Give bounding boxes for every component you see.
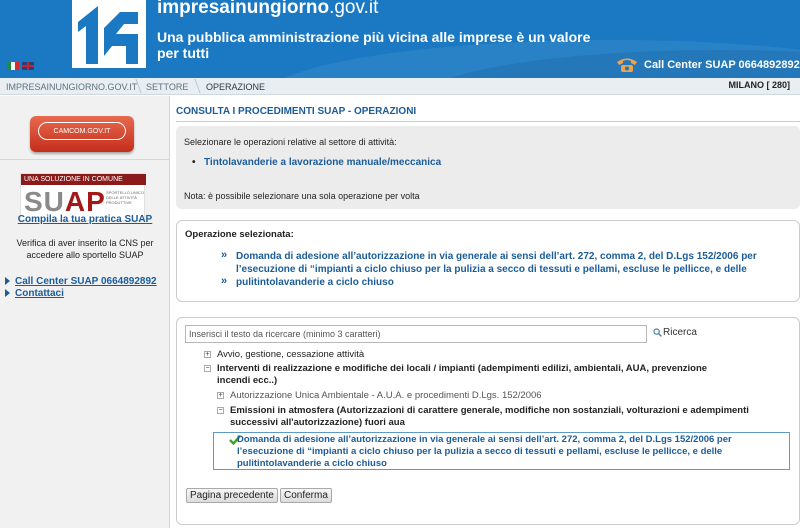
language-switch — [7, 62, 34, 70]
header-call-center — [616, 57, 800, 73]
logo-12-icon — [72, 0, 146, 68]
confirm-button[interactable]: Conferma — [280, 488, 332, 503]
double-chevron-right-icon: » — [221, 275, 228, 287]
site-title[interactable] — [157, 0, 378, 19]
page-title: CONSULTA I PROCEDIMENTI SUAP - OPERAZIONI — [176, 106, 800, 122]
camcom-label: CAMCOM.GOV.IT — [38, 122, 126, 140]
breadcrumb-settore-link[interactable]: SETTORE — [146, 82, 189, 92]
search-icon — [653, 328, 662, 337]
italian-flag-icon[interactable] — [7, 62, 19, 70]
collapse-icon[interactable]: − — [218, 407, 223, 414]
site-title-domain: .gov.it — [329, 0, 379, 18]
sidebar-item-label: Contattaci — [15, 287, 64, 299]
double-chevron-right-icon: » — [221, 249, 228, 261]
expand-icon[interactable]: + — [205, 351, 210, 358]
sector-item-label: Tintolavanderie a lavorazione manuale/meccanica — [204, 157, 442, 168]
search-button[interactable] — [653, 327, 697, 338]
cns-verify-text: Verifica di aver inserito la CNS per accedere allo sportello SUAP — [16, 238, 154, 260]
tree-selected-operation[interactable] — [213, 432, 790, 470]
sector-item[interactable] — [192, 157, 442, 168]
selected-operation-text[interactable]: Domanda di adesione all’autorizzazione in via generale ai sensi dell’art. 272, comma 2, del D.Lgs 152/2006 per l’esecuzione di “impianti a ciclo chiuso per la pulizia a secco di tessuti e pellami, escluse le pellicce, e delle pulitintolavanderie a ciclo chiuso — [236, 251, 757, 288]
sidebar-item-label: Call Center SUAP 0664892892 — [15, 275, 157, 287]
operations-tree-panel — [176, 317, 800, 525]
breadcrumb-current: OPERAZIONE — [206, 82, 266, 92]
header-call-center-label: Call Center SUAP 0664892892 — [644, 59, 800, 71]
expand-icon[interactable]: + — [218, 392, 223, 399]
sector-panel — [176, 126, 800, 209]
triangle-right-icon — [5, 277, 10, 285]
site-logo[interactable] — [72, 0, 146, 68]
english-flag-icon[interactable] — [22, 62, 34, 70]
sidebar-links — [5, 275, 170, 299]
tree-node-emissioni[interactable]: Emissioni in atmosfera (Autorizzazioni di carattere generale, modifiche non sostanziali, volturazioni e adempimenti successivi all'autorizzazione) fuori aua — [230, 405, 749, 428]
site-header — [0, 0, 800, 78]
site-title-main: impresainungiorno — [157, 0, 330, 18]
breadcrumb-separator — [187, 79, 200, 93]
selected-operation-panel — [176, 220, 800, 302]
search-input[interactable] — [185, 325, 647, 343]
city-indicator: MILANO [ 280] — [728, 80, 790, 90]
selection-note: Nota: è possibile selezionare una sola operazione per volta — [184, 191, 420, 201]
tree-selected-operation-text: Domanda di adesione all’autorizzazione in via generale ai sensi dell’art. 272, comma 2, del D.Lgs 152/2006 per l’esecuzione di “impianti a ciclo chiuso per la pulizia a secco di tessuti e pellami, escluse le pellicce, e delle pulitintolavanderie a ciclo chiuso — [237, 434, 732, 469]
sidebar-item-call-center[interactable] — [5, 275, 170, 287]
breadcrumb — [0, 78, 800, 95]
triangle-right-icon — [5, 289, 10, 297]
compila-pratica-link[interactable]: Compila la tua pratica SUAP — [17, 214, 153, 225]
tree-node-aua[interactable]: Autorizzazione Unica Ambientale - A.U.A. e procedimenti D.Lgs. 152/2006 — [230, 390, 542, 401]
suap-wordmark-su: SU — [24, 186, 65, 217]
phone-icon — [616, 57, 638, 73]
camcom-section — [0, 96, 170, 160]
tree-node-interventi[interactable]: Interventi di realizzazione e modifiche dei locali / impianti (adempimenti edilizi, ambientali, AUA, prevenzione incendi ecc..) — [217, 363, 708, 386]
collapse-icon[interactable]: − — [205, 365, 210, 372]
bullet-icon: • — [192, 157, 196, 168]
site-tagline: Una pubblica amministrazione più vicina alle imprese è un valore per tutti — [157, 29, 591, 61]
suap-wordmark-ap: AP — [64, 186, 106, 217]
main-content — [176, 96, 800, 528]
search-button-label: Ricerca — [663, 327, 697, 338]
previous-page-button[interactable]: Pagina precedente — [186, 488, 278, 503]
camcom-button[interactable] — [30, 116, 134, 152]
tree-node-avvio[interactable]: Avvio, gestione, cessazione attività — [217, 349, 365, 360]
sidebar-item-contattaci[interactable] — [5, 287, 170, 299]
selected-operation-label: Operazione selezionata: — [185, 229, 294, 240]
breadcrumb-home-link[interactable]: IMPRESAINUNGIORNO.GOV.IT — [6, 82, 138, 92]
sidebar — [0, 96, 170, 528]
suap-band-text: UNA SOLUZIONE IN COMUNE — [21, 174, 146, 185]
suap-subtitle: SPORTELLO UNICO DELLE ATTIVITÀ PRODUTTIVE — [106, 190, 144, 205]
select-operations-label: Selezionare le operazioni relative al settore di attività: — [184, 137, 397, 147]
